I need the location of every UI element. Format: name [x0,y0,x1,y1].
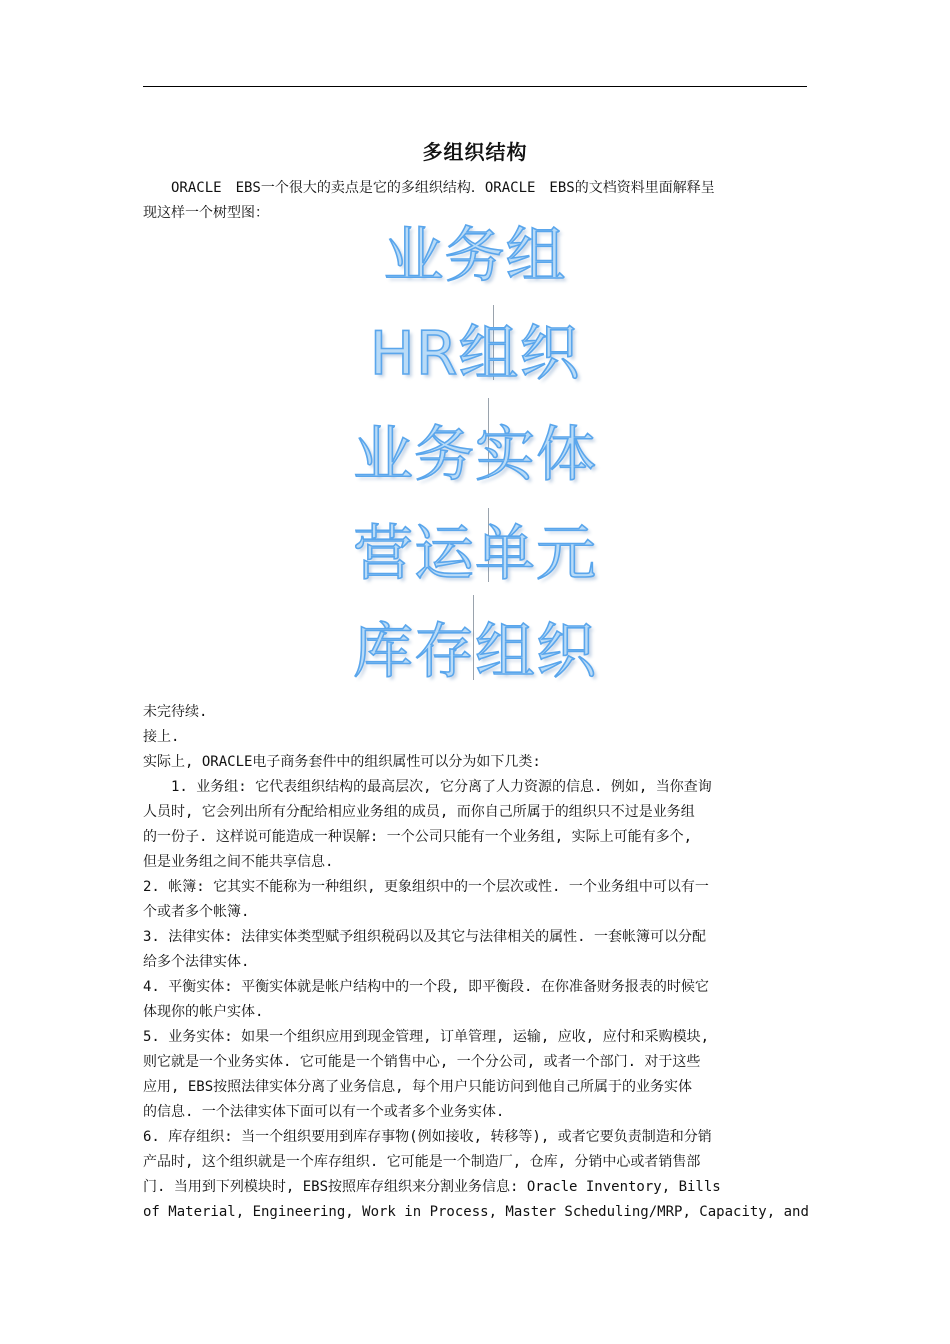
tree-node-business-group: 业务组 [383,221,567,291]
tree-node-business-entity: 业务实体 [353,420,597,490]
page-title: 多组织结构 [422,140,528,164]
header-rule [143,86,807,87]
body-text: 未完待续. 接上. 实际上, ORACLE电子商务套件中的组织属性可以分为如下几类: 1. 业务组: 它代表组织结构的最高层次, 它分离了人力资源的信息. 例如, 当你查询 人员时, 它会列出所有分配给相应业务组的成员, 而你自己所属于的组织只不过是业务组 的一份子. 这样说可能造成一种误解: 一个公司只能有一个业务组, 实际上可能有多个, 但是业务组之间不能共享信息. 2. 帐簿: 它其实不能称为一种组织, 更象组织中的一个层次或性. 一个业务组中可以有一 个或者多个帐簿. 3. 法律实体: 法律实体类型赋予组织税码以及其它与法律相关的属性. 一套帐簿可以分配 给多个法律实体. 4. 平衡实体: 平衡实体就是帐户结构中的一个段, 即平衡段. 在你准备财务报表的时候它 体现你的帐户实体. 5. 业务实体: 如果一个组织应用到现金管理, 订单管理, 运输, 应收, 应付和采购模块, 则它就是一个业务实体. 它可能是一个销售中心, 一个分公司, 或者一个部门. 对于这些 应用, EBS按照法律实体分离了业务信息, 每个用户只能访问到他自己所属于的业务实体 的信息. 一个法律实体下面可以有一个或者多个业务实体. 6. 库存组织: 当一个组织要用到库存事物(例如接收, 转移等), 或者它要负责制造和分销 产品时, 这个组织就是一个库存组织. 它可能是一个制造厂, 仓库, 分销中心或者销售部 门. 当用到下列模块时, EBS按照库存组织来分割业务信息: Oracle Inventory, Bills of Material, Engineering, Work in Process, Master Scheduling/MRP, Capacity, and [143,704,809,1220]
intro-paragraph: ORACLE EBS一个很大的卖点是它的多组织结构．ORACLE EBS的文档资料里面解释呈 现这样一个树型图： [143,180,715,221]
tree-node-hr-organization: HR组织 [369,319,581,389]
tree-node-operating-unit: 营运单元 [353,519,597,589]
tree-node-inventory-organization: 库存组织 [353,617,597,687]
